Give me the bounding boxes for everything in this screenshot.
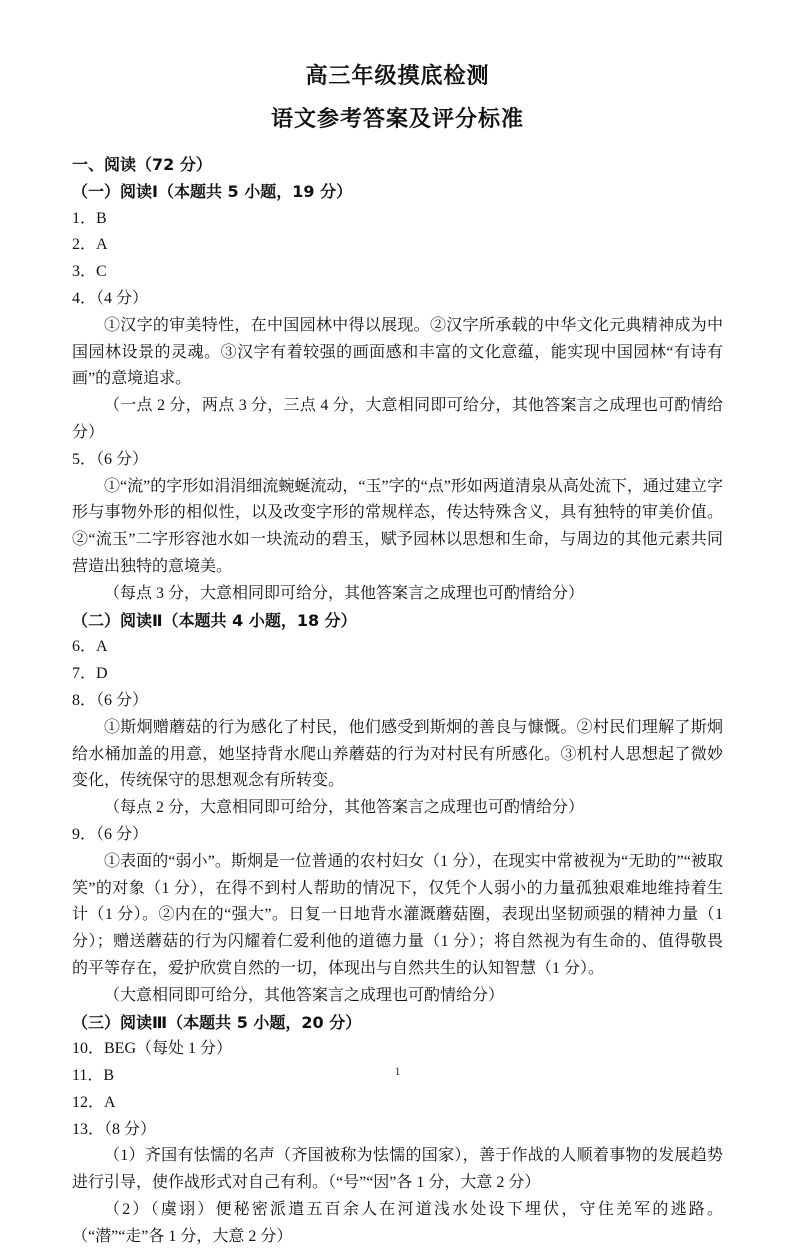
- answer-paragraph: （2）（虞诩）便秘密派遣五百余人在河道浅水处设下埋伏，守住羌军的逃路。（“潜”“走”各 1 分，大意 2 分）: [72, 1201, 723, 1245]
- section-heading: （一）阅读Ⅰ（本题共 5 小题，19 分）: [72, 181, 353, 201]
- scoring-note: （大意相同即可给分，其他答案言之成理也可酌情给分）: [104, 986, 505, 1004]
- scoring-note: （一点 2 分，两点 3 分，三点 4 分，大意相同即可给分，其他答案言之成理也可酌情给分）: [72, 397, 723, 441]
- section-heading: 一、阅读（72 分）: [72, 155, 212, 174]
- answer-line: 9．（6 分）: [72, 825, 149, 843]
- answer-line: 7．D: [72, 665, 108, 683]
- answer-line: 12．A: [72, 1093, 116, 1111]
- answer-line: 6．A: [72, 638, 108, 656]
- answer-paragraph: （1）齐国有怯懦的名声（齐国被称为怯懦的国家），善于作战的人顺着事物的发展趋势进行引导，使作战形式对自己有利。（“号”“因”各 1 分，大意 2 分）: [72, 1147, 723, 1192]
- page-number: 1: [394, 1064, 401, 1078]
- answer-line: 5．（6 分）: [72, 450, 149, 468]
- document-subtitle: 语文参考答案及评分标准: [270, 107, 524, 132]
- answer-line: 2．A: [72, 236, 108, 254]
- section-heading: （二）阅读Ⅱ（本题共 4 小题，18 分）: [72, 610, 357, 630]
- answer-line: 10．BEG（每处 1 分）: [72, 1040, 233, 1058]
- answer-key-body: [72, 152, 723, 1251]
- answer-line: 4．（4 分）: [72, 289, 149, 307]
- answer-line: 13．（8 分）: [72, 1120, 157, 1138]
- answer-line: 1．B: [72, 209, 107, 227]
- answer-paragraph: ①汉字的审美特性，在中国园林中得以展现。②汉字所承载的中华文化元典精神成为中国园林设景的灵魂。③汉字有着较强的画面感和丰富的文化意蕴，能实现中国园林“有诗有画”的意境追求。: [72, 316, 723, 388]
- answer-line: 3．C: [72, 263, 107, 281]
- answer-line: 11．B: [72, 1067, 115, 1085]
- scoring-note: （每点 2 分，大意相同即可给分，其他答案言之成理也可酌情给分）: [104, 799, 585, 817]
- scoring-note: （每点 3 分，大意相同即可给分，其他答案言之成理也可酌情给分）: [104, 584, 585, 602]
- answer-paragraph: ①表面的“弱小”。斯炯是一位普通的农村妇女（1 分），在现实中常被视为“无助的”“被取笑”的对象（1 分），在得不到村人帮助的情况下，仅凭个人弱小的力量孤独艰难地维持着生计（1 分）。②内在的“强大”。日复一日地背水灌溉蘑菇圈，表现出坚韧顽强的精神力量（1 分）；赠送蘑菇的行为闪耀着仁爱利他的道德力量（1 分）；将自然视为有生命的、值得敬畏的平等存在，爱护欣赏自然的一切，体现出与自然共生的认知智慧（1 分）。: [72, 852, 723, 977]
- answer-paragraph: ①斯炯赠蘑菇的行为感化了村民，他们感受到斯炯的善良与慷慨。②村民们理解了斯炯给水桶加盖的用意，她坚持背水爬山养蘑菇的行为对村民有所感化。③机村人思想起了微妙变化，传统保守的思想观念有所转变。: [72, 718, 723, 790]
- section-heading: （三）阅读Ⅲ（本题共 5 小题，20 分）: [72, 1012, 362, 1032]
- document-title: 高三年级摸底检测: [305, 64, 490, 89]
- answer-line: 8．（6 分）: [72, 691, 149, 709]
- answer-paragraph: ①“流”的字形如涓涓细流蜿蜒流动，“玉”字的“点”形如两道清泉从高处流下，通过建立字形与事物外形的相似性，以及改变字形的常规样态，传达特殊含义，具有独特的审美价值。②“流玉”二字形容池水如一块流动的碧玉，赋予园林以思想和生命，与周边的其他元素共同营造出独特的意境美。: [72, 477, 723, 575]
